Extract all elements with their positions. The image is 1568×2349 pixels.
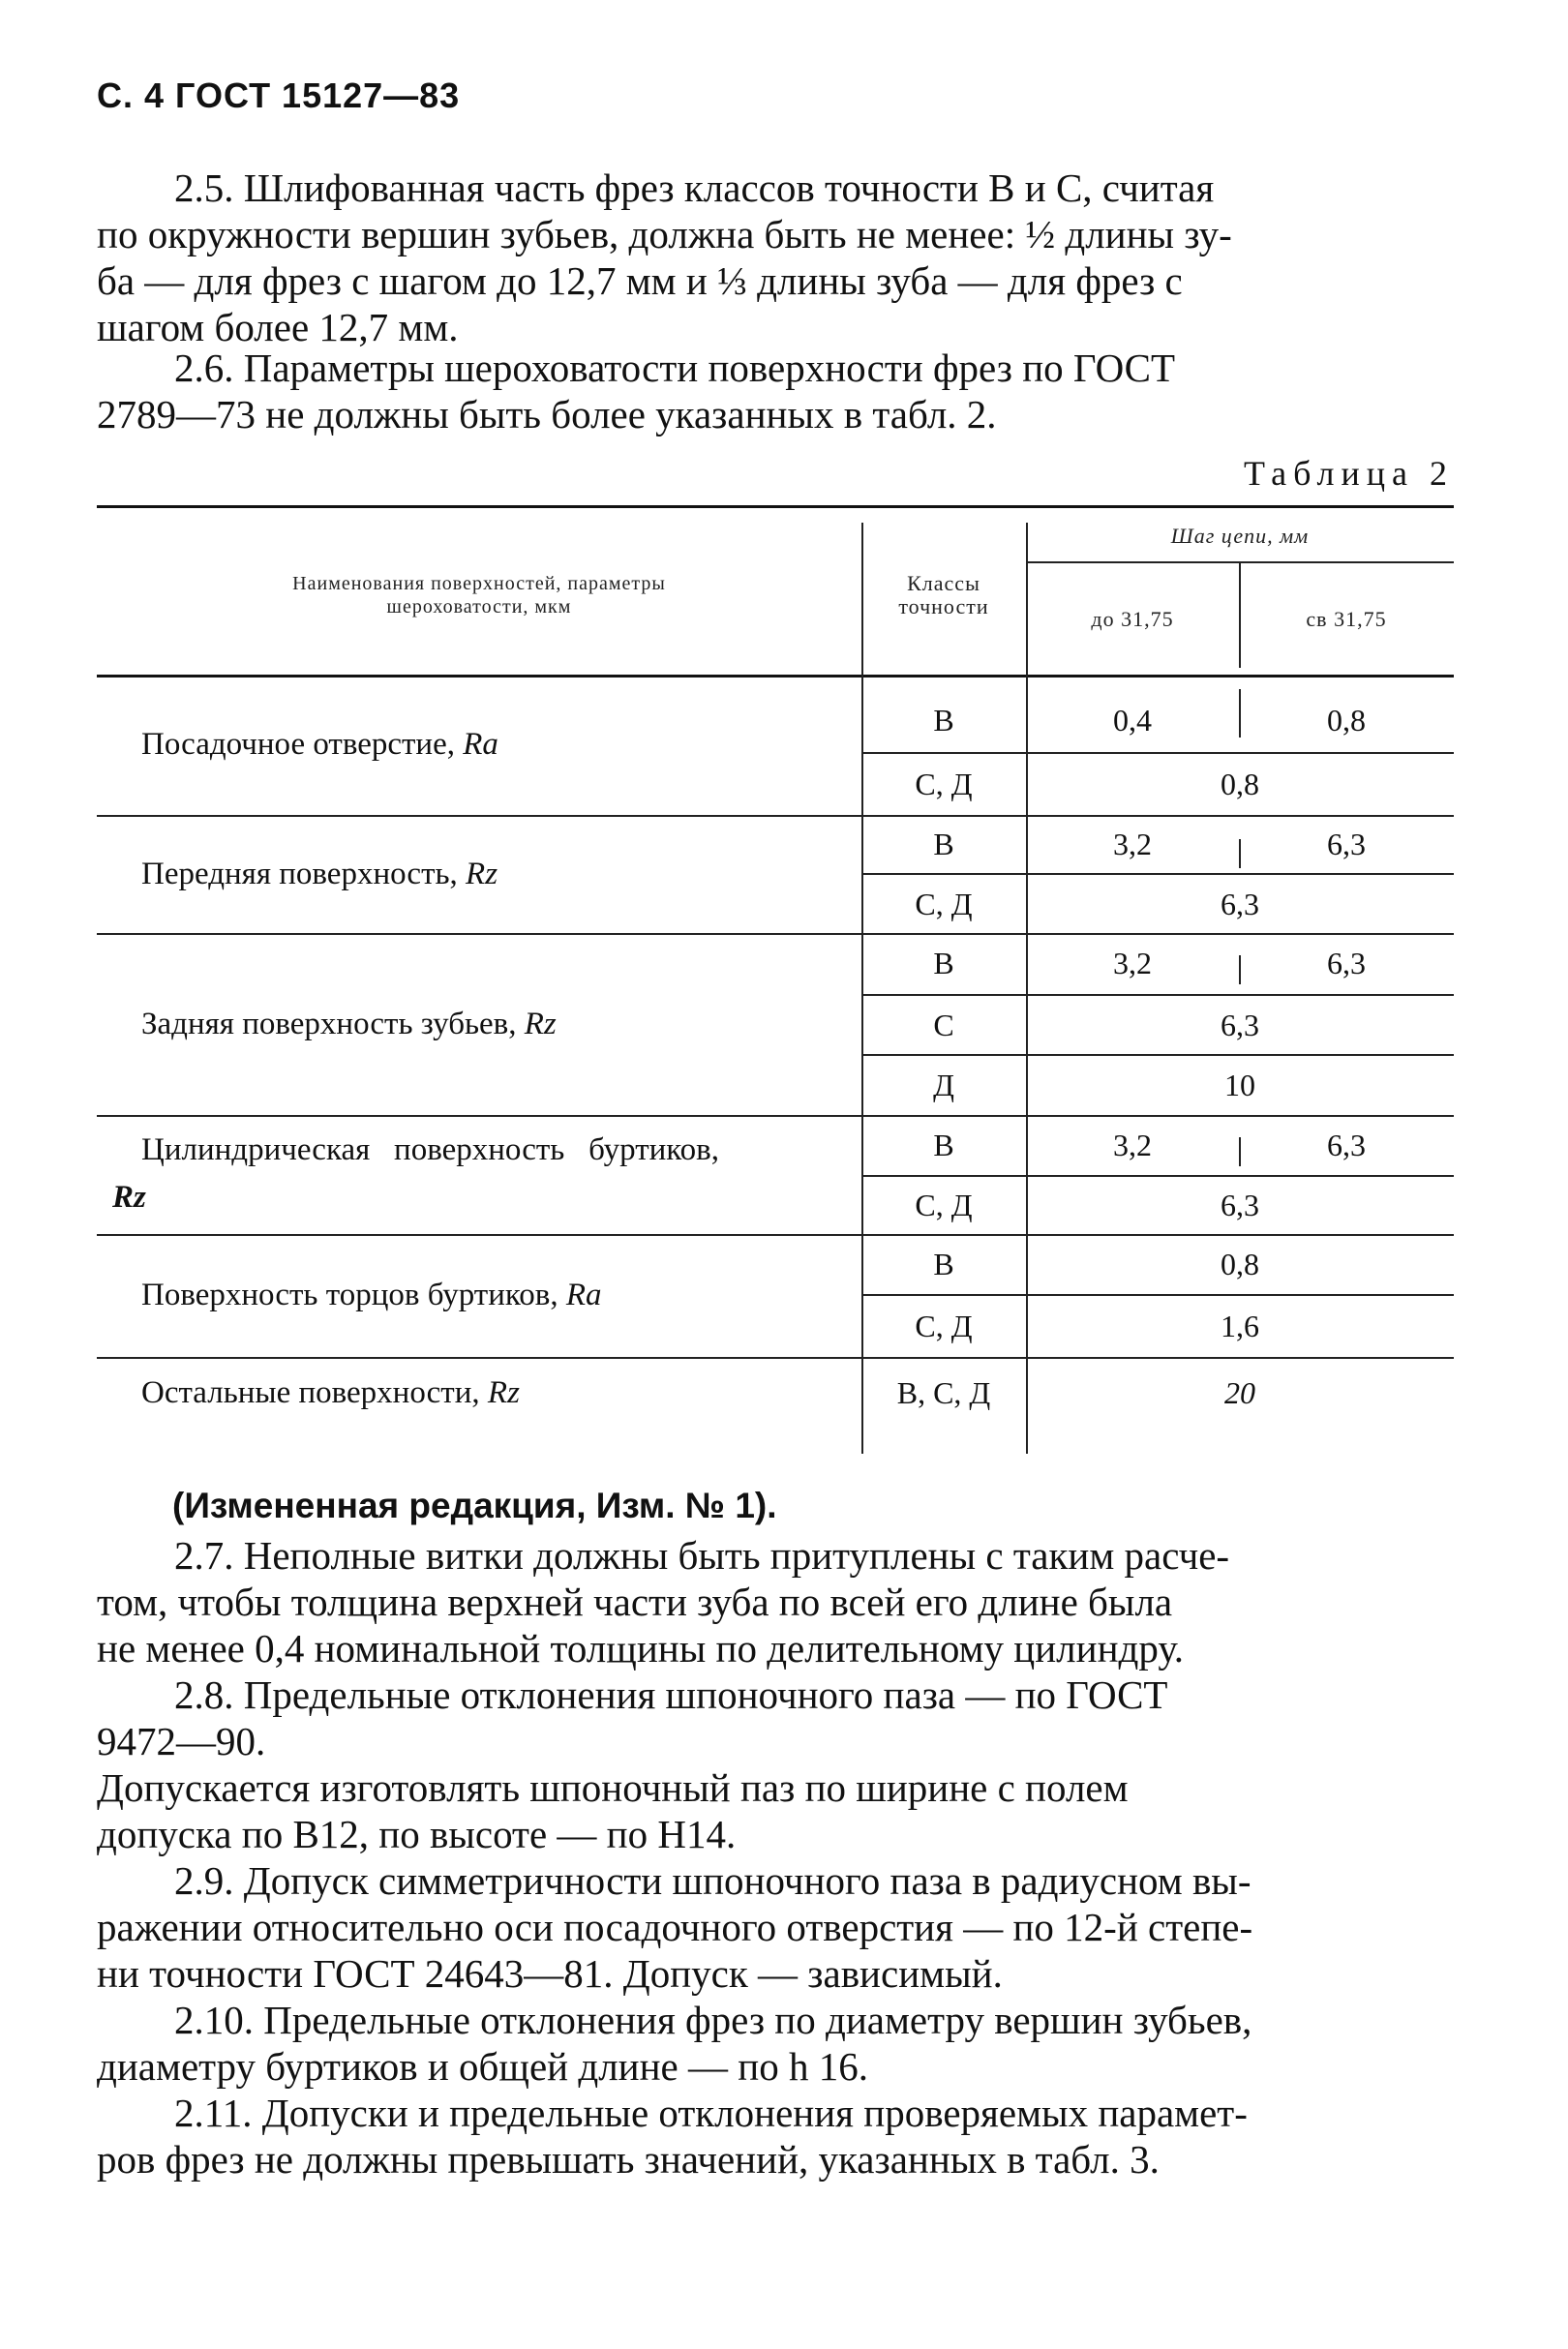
row-label: Передняя поверхность, [141, 856, 458, 891]
text-line: диаметру буртиков и общей длине — по h 16. [97, 2044, 868, 2089]
value-cell: 3,2 [1113, 826, 1152, 861]
header-text: точности [898, 593, 989, 618]
header-pitch-up-to: до 31,75 [1091, 606, 1174, 631]
value-cell: 1,6 [1221, 1309, 1259, 1343]
text-line: 2.10. Предельные отклонения фрез по диаметру вершин зубьев, [174, 1998, 1252, 2042]
value-cell: 3,2 [1113, 946, 1152, 980]
text-line: 2.7. Неполные витки должны быть притуплены с таким расче- [174, 1533, 1230, 1578]
class-cell: В [933, 1127, 954, 1162]
class-cell: С, Д [915, 1309, 973, 1343]
row-name-back-surface [97, 933, 906, 1115]
paragraph-2-11 [97, 2090, 1452, 2183]
page-header: С. 4 ГОСТ 15127—83 [97, 75, 461, 115]
value-cell: 6,3 [1327, 826, 1366, 861]
row-param: Rz [112, 1179, 146, 1215]
class-cell: Д [933, 1068, 954, 1102]
header-text: Классы [907, 570, 980, 595]
value-cell: 6,3 [1221, 886, 1259, 921]
table-rule-top [97, 505, 1454, 508]
value-cell: 6,3 [1327, 946, 1366, 980]
value-cell: 0,8 [1221, 767, 1259, 801]
text-line: том, чтобы толщина верхней части зуба по всей его длине была [97, 1580, 1173, 1624]
text-line: 2.6. Параметры шероховатости поверхности фрез по ГОСТ [174, 346, 1176, 390]
paragraph-2-9 [97, 1857, 1452, 1997]
class-cell: В [933, 826, 954, 861]
value-cell: 6,3 [1221, 1188, 1259, 1222]
text-line: ба — для фрез с шагом до 12,7 мм и ⅓ длины зуба — для фрез с [97, 258, 1183, 303]
row-name-collar-end-faces [97, 1234, 906, 1357]
text-line: Допускается изготовлять шпоночный паз по ширине с полем [97, 1765, 1129, 1810]
value-cell: 10 [1224, 1068, 1255, 1102]
value-cell: 6,3 [1221, 1007, 1259, 1042]
row-param: Ra [565, 1278, 602, 1312]
row-label: Поверхность торцов буртиков, [141, 1278, 558, 1312]
text-line: шагом более 12,7 мм. [97, 305, 459, 349]
row-param: Rz [487, 1374, 520, 1410]
value-cell: 0,8 [1221, 1246, 1259, 1281]
paragraph-2-6 [97, 345, 1452, 437]
paragraph-2-10 [97, 1997, 1452, 2090]
value-cell: 0,8 [1327, 703, 1366, 738]
paragraph-2-7 [97, 1532, 1452, 1671]
text-line: 2.9. Допуск симметричности шпоночного паза в радиусном вы- [174, 1858, 1251, 1903]
row-name-cylindrical-surface: Цилиндрическая поверхность буртиков, [141, 1131, 719, 1167]
paragraph-2-8 [97, 1671, 1452, 1764]
text-line: ни точности ГОСТ 24643—81. Допуск — зависимый. [97, 1951, 1003, 1996]
row-label: Остальные поверхности, [141, 1374, 480, 1410]
class-cell: С, Д [915, 767, 973, 801]
text-line: 9472—90. [97, 1719, 266, 1763]
text-line: 2.8. Предельные отклонения шпоночного паза — по ГОСТ [174, 1672, 1168, 1717]
row-param: Rz [524, 1006, 557, 1041]
row-name-mounting-bore [97, 675, 906, 815]
class-cell: С, Д [915, 1188, 973, 1222]
amendment-note: (Измененная редакция, Изм. № 1). [172, 1486, 777, 1525]
row-name-other-surfaces [97, 1359, 906, 1427]
roughness-table [97, 505, 1454, 1454]
row-label: Посадочное отверстие, [141, 727, 455, 762]
text-line: 2.5. Шлифованная часть фрез классов точности В и С, считая [174, 166, 1215, 210]
header-text: шероховатости, мкм [386, 595, 572, 617]
header-surface-name [97, 515, 861, 675]
class-cell: В, С, Д [896, 1374, 991, 1410]
row-param: Ra [463, 727, 498, 762]
text-line: не менее 0,4 номинальной толщины по делительному цилиндру. [97, 1626, 1184, 1671]
header-pitch-over: св 31,75 [1306, 606, 1387, 631]
text-line: 2.11. Допуски и предельные отклонения проверяемых парамет- [174, 2091, 1248, 2135]
paragraph-2-5 [97, 165, 1452, 350]
header-chain-pitch: Шаг цепи, мм [1170, 523, 1310, 548]
row-label: Задняя поверхность зубьев, [141, 1006, 517, 1041]
row-param: Rz [466, 856, 498, 891]
text-line: ров фрез не должны превышать значений, указанных в табл. 3. [97, 2137, 1160, 2182]
value-cell: 3,2 [1113, 1127, 1152, 1162]
class-cell: С [933, 1007, 954, 1042]
value-cell: 6,3 [1327, 1127, 1366, 1162]
text-line: 2789—73 не должны быть более указанных в табл. 2. [97, 392, 997, 437]
row-name-front-surface [97, 815, 906, 933]
text-line: ражении относительно оси посадочного отверстия — по 12-й степе- [97, 1905, 1253, 1949]
table-caption: Таблица 2 [1244, 454, 1454, 493]
header-text: Наименования поверхностей, параметры [292, 572, 666, 594]
class-cell: В [933, 703, 954, 738]
text-line: допуска по В12, по высоте — по Н14. [97, 1812, 737, 1856]
value-cell: 20 [1224, 1374, 1255, 1410]
class-cell: С, Д [915, 886, 973, 921]
paragraph-2-8-note [97, 1764, 1452, 1857]
value-cell: 0,4 [1113, 703, 1152, 738]
text-line: по окружности вершин зубьев, должна быть не менее: ½ длины зу- [97, 212, 1232, 256]
header-accuracy-class [861, 515, 1026, 675]
class-cell: В [933, 1246, 954, 1281]
class-cell: В [933, 946, 954, 980]
